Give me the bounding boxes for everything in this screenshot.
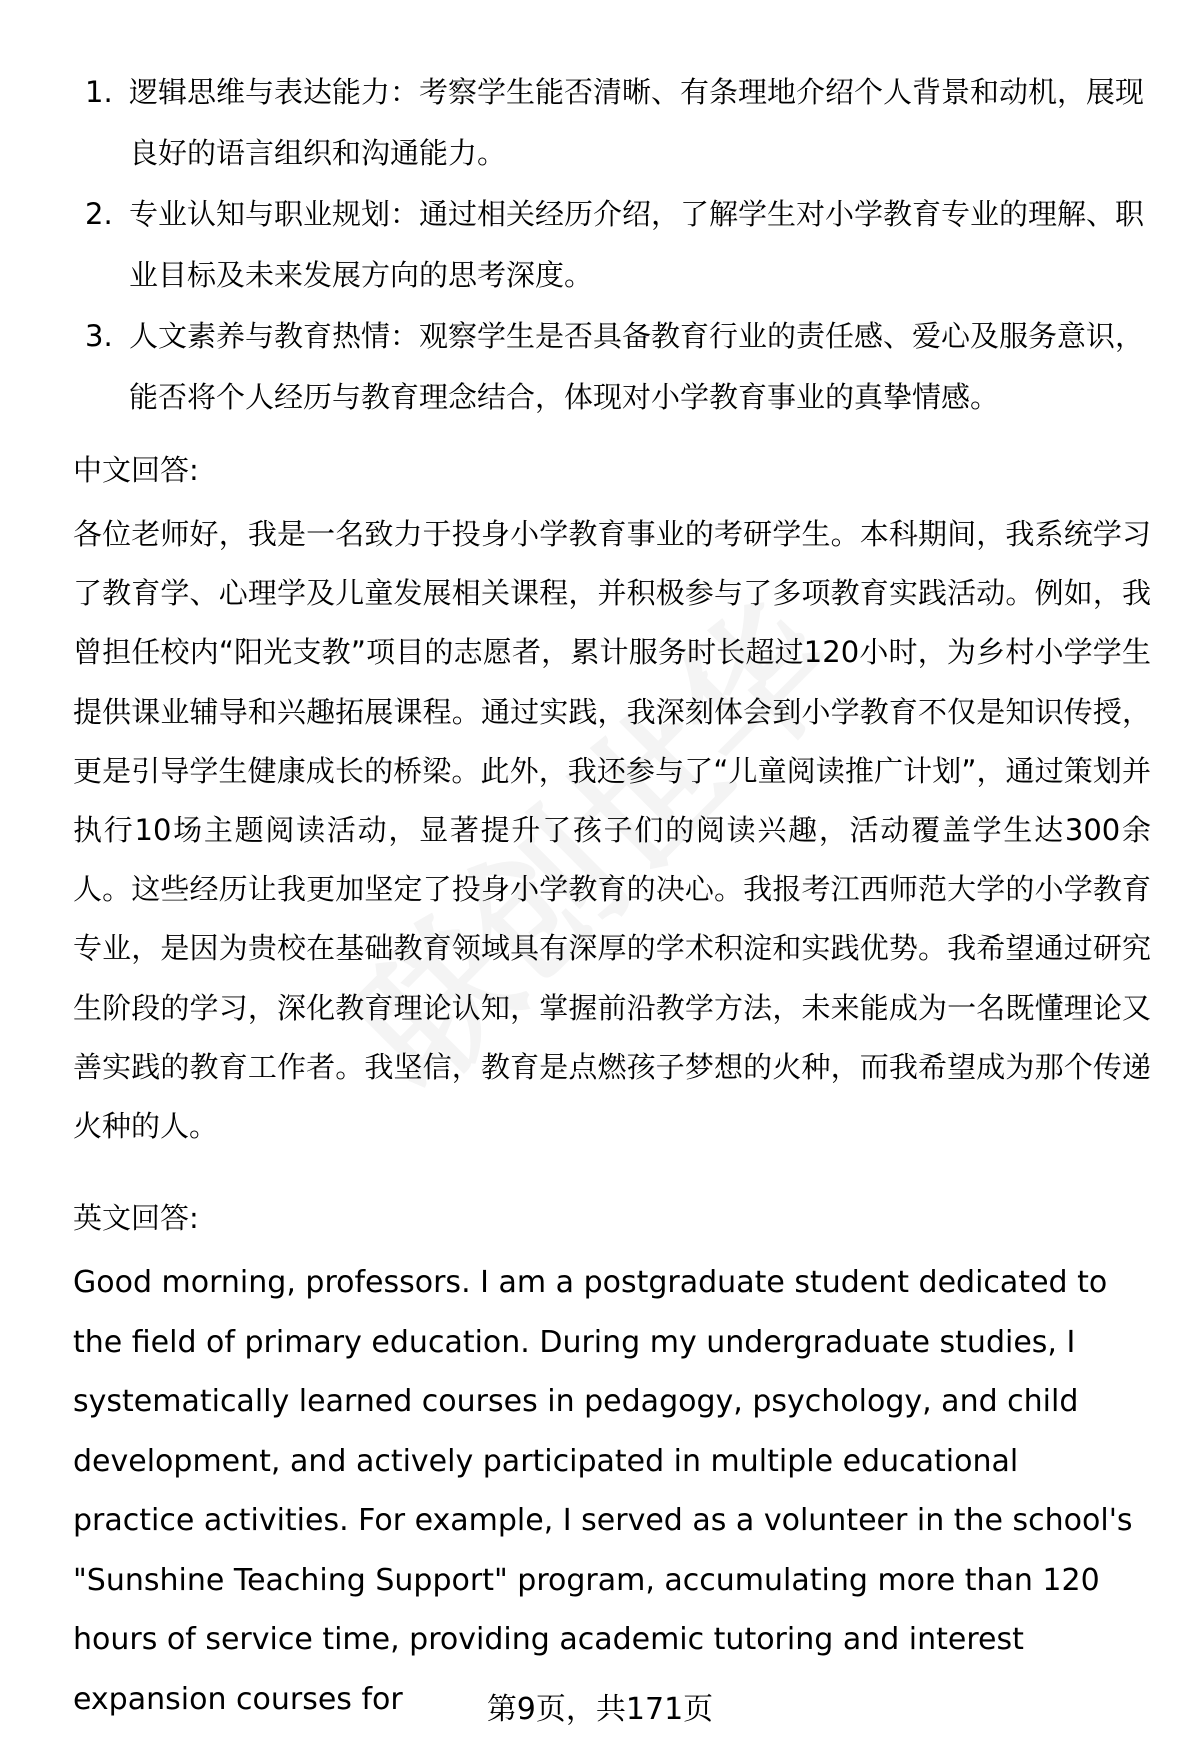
criteria-item-1: [85, 62, 1145, 184]
criteria-text: 专业认知与职业规划：通过相关经历介绍，了解学生对小学教育专业的理解、职业目标及未来发展方向的思考深度。: [129, 197, 1145, 292]
chinese-answer-label: 中文回答:: [73, 453, 199, 487]
criteria-number: 3.: [85, 319, 113, 353]
criteria-number: 2.: [85, 197, 113, 231]
criteria-text: 逻辑思维与表达能力：考察学生能否清晰、有条理地介绍个人背景和动机，展现良好的语言组织和沟通能力。: [129, 75, 1145, 170]
english-answer-body: Good morning, professors. I am a postgraduate student dedicated to the field of primary education. During my undergraduate studies, I systematically learned courses in pedagogy, psychology, and child development, and actively participated in multiple educational practice activities. For example, I served as a volunteer in the school's "Sunshine Teaching Support" program, accumulating more than 120 hours of service time, providing academic tutoring and interest expansion courses for: [73, 1265, 1133, 1717]
chinese-answer-body: 各位老师好，我是一名致力于投身小学教育事业的考研学生。本科期间，我系统学习了教育学、心理学及儿童发展相关课程，并积极参与了多项教育实践活动。例如，我曾担任校内“阳光支教”项目的志愿者，累计服务时长超过120小时，为乡村小学学生提供课业辅导和兴趣拓展课程。通过实践，我深刻体会到小学教育不仅是知识传授，更是引导学生健康成长的桥梁。此外，我还参与了“儿童阅读推广计划”，通过策划并执行10场主题阅读活动，显著提升了孩子们的阅读兴趣，活动覆盖学生达300余人。这些经历让我更加坚定了投身小学教育的决心。我报考江西师范大学的小学教育专业，是因为贵校在基础教育领域具有深厚的学术积淀和实践优势。我希望通过研究生阶段的学习，深化教育理论认知，掌握前沿教学方法，未来能成为一名既懂理论又善实践的教育工作者。我坚信，教育是点燃孩子梦想的火种，而我希望成为那个传递火种的人。: [73, 517, 1151, 1144]
criteria-number: 1.: [85, 75, 113, 109]
criteria-item-3: [85, 306, 1145, 428]
english-answer-label: 英文回答:: [73, 1201, 199, 1235]
criteria-text: 人文素养与教育热情：观察学生是否具备教育行业的责任感、爱心及服务意识，能否将个人经历与教育理念结合，体现对小学教育事业的真挚情感。: [129, 319, 1145, 414]
criteria-item-2: [85, 184, 1145, 306]
page-number-footer: 第9页，共171页: [486, 1692, 714, 1727]
criteria-list: [85, 62, 1145, 428]
